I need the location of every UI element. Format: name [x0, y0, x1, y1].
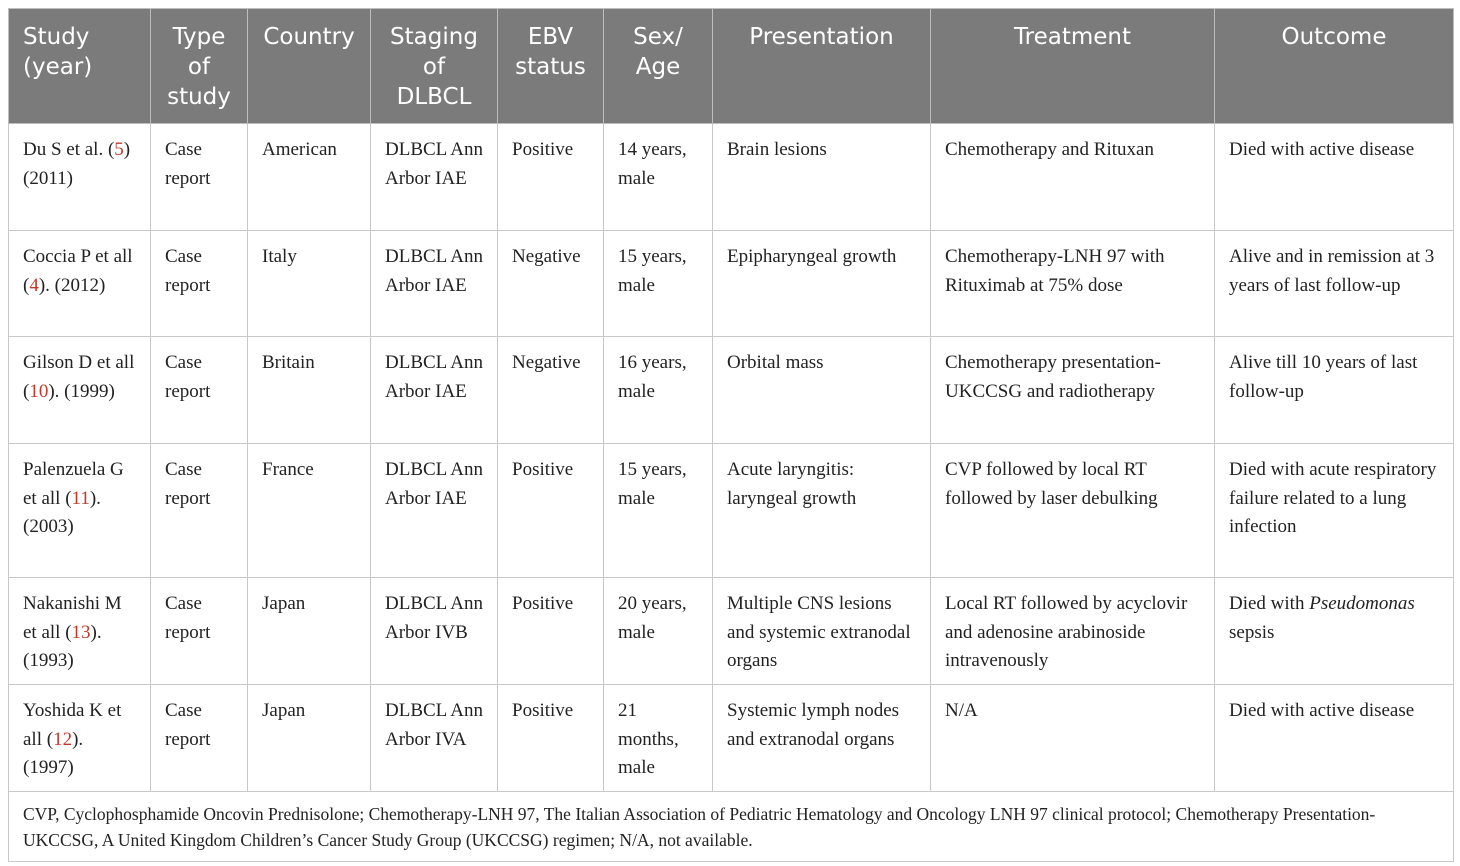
cell-type: Case report: [151, 444, 248, 578]
cell-study: [9, 231, 151, 337]
table-row: [9, 685, 1454, 792]
study-text: ). (1997): [23, 728, 84, 778]
cell-type: Case report: [151, 231, 248, 337]
header-country: Country: [248, 9, 371, 124]
table-footer: [9, 792, 1454, 862]
citation-link[interactable]: 11: [71, 487, 90, 509]
header-row: [9, 9, 1454, 124]
table-row: [9, 444, 1454, 578]
header-treatment: Treatment: [931, 9, 1215, 124]
outcome-text: Alive till 10 years of last follow-up: [1229, 352, 1418, 402]
studies-table: [8, 8, 1454, 862]
cell-country: Japan: [248, 685, 371, 792]
cell-outcome: [1215, 124, 1454, 231]
cell-treatment: Chemotherapy presentation-UKCCSG and radiotherapy: [931, 337, 1215, 444]
table-header: [9, 9, 1454, 124]
cell-treatment: CVP followed by local RT followed by laser debulking: [931, 444, 1215, 578]
outcome-text: Died with acute respiratory failure related to a lung infection: [1229, 459, 1437, 537]
cell-study: [9, 124, 151, 231]
cell-study: [9, 685, 151, 792]
header-study: Study (year): [9, 9, 151, 124]
table-row: [9, 578, 1454, 685]
header-type: Type of study: [151, 9, 248, 124]
study-text: Nakanishi M et all (: [23, 593, 122, 643]
cell-staging: DLBCL Ann Arbor IAE: [371, 231, 498, 337]
cell-presentation: Systemic lymph nodes and extranodal organs: [713, 685, 931, 792]
study-text: ). (2003): [23, 487, 101, 537]
study-text: Gilson D et all (: [23, 352, 135, 402]
citation-link[interactable]: 13: [71, 621, 91, 643]
cell-country: Britain: [248, 337, 371, 444]
outcome-text: Died with: [1229, 593, 1310, 614]
cell-sex-age: 20 years, male: [604, 578, 713, 685]
header-presentation: Presentation: [713, 9, 931, 124]
cell-type: Case report: [151, 124, 248, 231]
cell-study: [9, 578, 151, 685]
cell-sex-age: 21 months, male: [604, 685, 713, 792]
cell-study: [9, 337, 151, 444]
cell-staging: DLBCL Ann Arbor IVB: [371, 578, 498, 685]
outcome-text: sepsis: [1229, 621, 1275, 643]
citation-link[interactable]: 5: [114, 139, 124, 160]
header-staging: Staging of DLBCL: [371, 9, 498, 124]
cell-type: Case report: [151, 578, 248, 685]
cell-country: American: [248, 124, 371, 231]
cell-outcome: [1215, 337, 1454, 444]
cell-presentation: Acute laryngitis: laryngeal growth: [713, 444, 931, 578]
cell-sex-age: 14 years, male: [604, 124, 713, 231]
cell-outcome: [1215, 231, 1454, 337]
header-outcome: Outcome: [1215, 9, 1454, 124]
cell-sex-age: 15 years, male: [604, 231, 713, 337]
citation-link[interactable]: 12: [53, 728, 73, 750]
outcome-text: Died with active disease: [1229, 700, 1415, 721]
table-row: [9, 337, 1454, 444]
cell-sex-age: 16 years, male: [604, 337, 713, 444]
cell-ebv: Positive: [498, 685, 604, 792]
cell-country: France: [248, 444, 371, 578]
cell-country: Italy: [248, 231, 371, 337]
cell-study: [9, 444, 151, 578]
table-body: [9, 124, 1454, 792]
cell-presentation: Epipharyngeal growth: [713, 231, 931, 337]
table-row: [9, 124, 1454, 231]
cell-type: Case report: [151, 337, 248, 444]
cell-ebv: Positive: [498, 578, 604, 685]
outcome-text: Died with active disease: [1229, 139, 1415, 160]
header-sex-age: Sex/ Age: [604, 9, 713, 124]
cell-sex-age: 15 years, male: [604, 444, 713, 578]
cell-staging: DLBCL Ann Arbor IAE: [371, 337, 498, 444]
table-container: [8, 8, 1453, 862]
header-ebv: EBV status: [498, 9, 604, 124]
cell-staging: DLBCL Ann Arbor IAE: [371, 124, 498, 231]
cell-presentation: Multiple CNS lesions and systemic extranodal organs: [713, 578, 931, 685]
cell-presentation: Brain lesions: [713, 124, 931, 231]
study-text: Palenzuela G et all (: [23, 459, 124, 509]
cell-ebv: Positive: [498, 444, 604, 578]
citation-link[interactable]: 10: [29, 380, 49, 402]
study-text: Yoshida K et all (: [23, 700, 122, 750]
study-text: ) (2011): [23, 139, 131, 189]
cell-presentation: Orbital mass: [713, 337, 931, 444]
cell-treatment: Local RT followed by acyclovir and adenosine arabinoside intravenously: [931, 578, 1215, 685]
outcome-text: Alive and in remission at 3 years of last follow-up: [1229, 246, 1435, 296]
study-text: ). (1993): [23, 621, 102, 671]
outcome-italic: Pseudomonas: [1309, 593, 1415, 614]
cell-ebv: Negative: [498, 337, 604, 444]
study-text: Du S et al. (: [23, 139, 115, 160]
cell-staging: DLBCL Ann Arbor IVA: [371, 685, 498, 792]
cell-ebv: Positive: [498, 124, 604, 231]
cell-treatment: N/A: [931, 685, 1215, 792]
footnote-row: [9, 792, 1454, 862]
cell-country: Japan: [248, 578, 371, 685]
citation-link[interactable]: 4: [29, 274, 39, 296]
table-footnote: CVP, Cyclophosphamide Oncovin Prednisolone; Chemotherapy-LNH 97, The Italian Association of Pediatric Hematology and Oncology LNH 97 clinical protocol; Chemotherapy Presentation-UKCCSG, A United Kingdom Children’s Cancer Study Group (UKCCSG) regimen; N/A, not available.: [9, 792, 1454, 862]
study-text: ). (1999): [48, 380, 115, 402]
study-text: Coccia P et all (: [23, 246, 133, 296]
cell-treatment: Chemotherapy-LNH 97 with Rituximab at 75% dose: [931, 231, 1215, 337]
cell-treatment: Chemotherapy and Rituxan: [931, 124, 1215, 231]
cell-type: Case report: [151, 685, 248, 792]
cell-outcome: [1215, 444, 1454, 578]
cell-outcome: [1215, 685, 1454, 792]
cell-staging: DLBCL Ann Arbor IAE: [371, 444, 498, 578]
study-text: ). (2012): [38, 274, 106, 296]
table-row: [9, 231, 1454, 337]
cell-ebv: Negative: [498, 231, 604, 337]
cell-outcome: [1215, 578, 1454, 685]
